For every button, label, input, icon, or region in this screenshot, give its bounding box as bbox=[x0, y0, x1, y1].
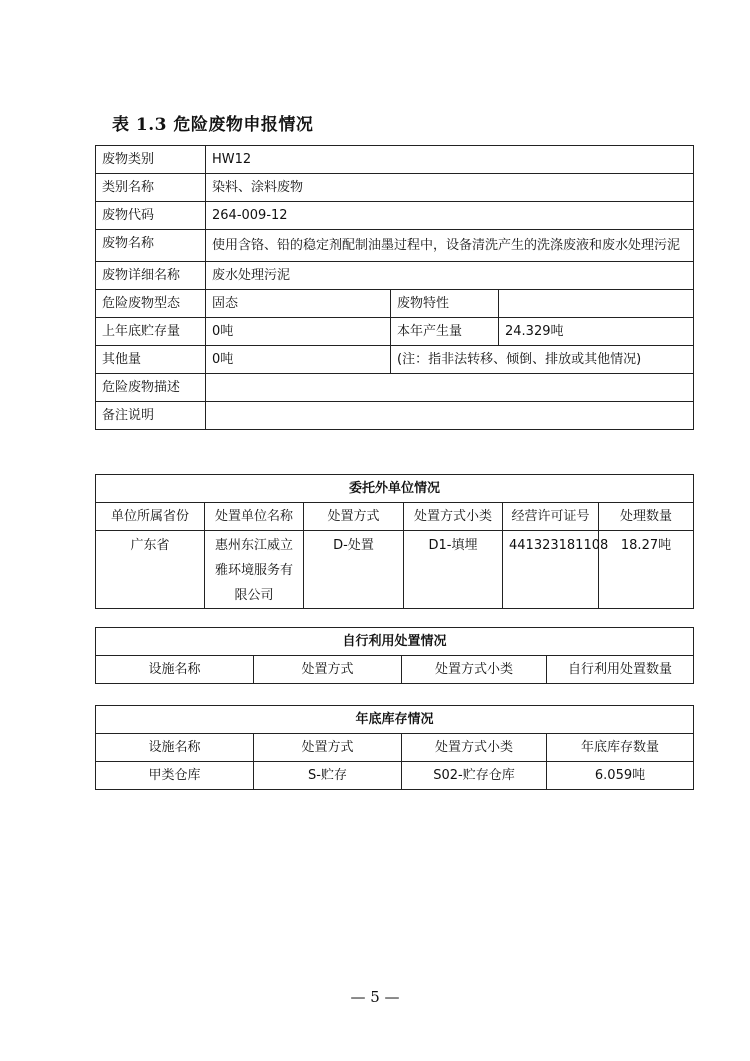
table-header-row bbox=[96, 475, 694, 503]
field-value: 0吨 bbox=[206, 346, 391, 374]
column-header: 处置方式 bbox=[304, 503, 404, 531]
field-label: 上年底贮存量 bbox=[96, 318, 206, 346]
section-heading: 年底库存情况 bbox=[96, 706, 694, 734]
table-cell: D1-填埋 bbox=[404, 531, 503, 609]
table-title: 表 1.3 危险废物申报情况 bbox=[112, 115, 314, 135]
column-header: 处置方式 bbox=[254, 734, 402, 762]
field-value bbox=[499, 290, 694, 318]
table-columns-row bbox=[96, 656, 694, 684]
field-label: 废物代码 bbox=[96, 202, 206, 230]
column-header: 经营许可证号 bbox=[503, 503, 599, 531]
table-row bbox=[96, 262, 694, 290]
section-heading: 委托外单位情况 bbox=[96, 475, 694, 503]
field-note: (注：指非法转移、倾倒、排放或其他情况) bbox=[391, 346, 694, 374]
field-value bbox=[206, 374, 694, 402]
field-label: 危险废物描述 bbox=[96, 374, 206, 402]
field-value: 使用含铬、铅的稳定剂配制油墨过程中，设备清洗产生的洗涤废液和废水处理污泥 bbox=[206, 230, 694, 262]
table-cell: 甲类仓库 bbox=[96, 762, 254, 790]
table-cell: S02-贮存仓库 bbox=[402, 762, 547, 790]
field-value: HW12 bbox=[206, 146, 694, 174]
field-label: 废物名称 bbox=[96, 230, 206, 262]
table-row bbox=[96, 374, 694, 402]
outsourced-table bbox=[95, 474, 694, 609]
field-value: 264-009-12 bbox=[206, 202, 694, 230]
table-header-row bbox=[96, 628, 694, 656]
section-heading: 自行利用处置情况 bbox=[96, 628, 694, 656]
table-row bbox=[96, 318, 694, 346]
field-value: 0吨 bbox=[206, 318, 391, 346]
field-value bbox=[206, 402, 694, 430]
field-label: 废物特性 bbox=[391, 290, 499, 318]
table-row bbox=[96, 202, 694, 230]
table-row bbox=[96, 402, 694, 430]
field-label: 危险废物型态 bbox=[96, 290, 206, 318]
column-header: 处理数量 bbox=[599, 503, 694, 531]
column-header: 年底库存数量 bbox=[547, 734, 694, 762]
column-header: 处置方式小类 bbox=[404, 503, 503, 531]
table-header-row bbox=[96, 706, 694, 734]
table-row bbox=[96, 762, 694, 790]
page-number: — 5 — bbox=[350, 988, 400, 1006]
column-header: 处置方式小类 bbox=[402, 656, 547, 684]
column-header: 设施名称 bbox=[96, 734, 254, 762]
table-cell: 惠州东江威立雅环境服务有限公司 bbox=[205, 531, 304, 609]
table-row bbox=[96, 146, 694, 174]
table-row bbox=[96, 174, 694, 202]
self-use-table bbox=[95, 627, 694, 684]
table-cell: D-处置 bbox=[304, 531, 404, 609]
field-label: 废物类别 bbox=[96, 146, 206, 174]
field-label: 其他量 bbox=[96, 346, 206, 374]
column-header: 处置单位名称 bbox=[205, 503, 304, 531]
field-label: 备注说明 bbox=[96, 402, 206, 430]
column-header: 自行利用处置数量 bbox=[547, 656, 694, 684]
declaration-table bbox=[95, 145, 694, 430]
field-label: 本年产生量 bbox=[391, 318, 499, 346]
table-cell: S-贮存 bbox=[254, 762, 402, 790]
field-label: 类别名称 bbox=[96, 174, 206, 202]
table-cell: 6.059吨 bbox=[547, 762, 694, 790]
column-header: 处置方式小类 bbox=[402, 734, 547, 762]
field-value: 固态 bbox=[206, 290, 391, 318]
table-cell: 广东省 bbox=[96, 531, 205, 609]
table-columns-row bbox=[96, 734, 694, 762]
column-header: 处置方式 bbox=[254, 656, 402, 684]
field-value: 废水处理污泥 bbox=[206, 262, 694, 290]
field-label: 废物详细名称 bbox=[96, 262, 206, 290]
column-header: 单位所属省份 bbox=[96, 503, 205, 531]
table-row bbox=[96, 230, 694, 262]
table-cell: 18.27吨 bbox=[599, 531, 694, 609]
table-row bbox=[96, 531, 694, 609]
table-columns-row bbox=[96, 503, 694, 531]
column-header: 设施名称 bbox=[96, 656, 254, 684]
year-end-stock-table bbox=[95, 705, 694, 790]
table-cell: 441323181108 bbox=[503, 531, 599, 609]
table-row bbox=[96, 346, 694, 374]
field-value: 24.329吨 bbox=[499, 318, 694, 346]
field-value: 染料、涂料废物 bbox=[206, 174, 694, 202]
table-row bbox=[96, 290, 694, 318]
